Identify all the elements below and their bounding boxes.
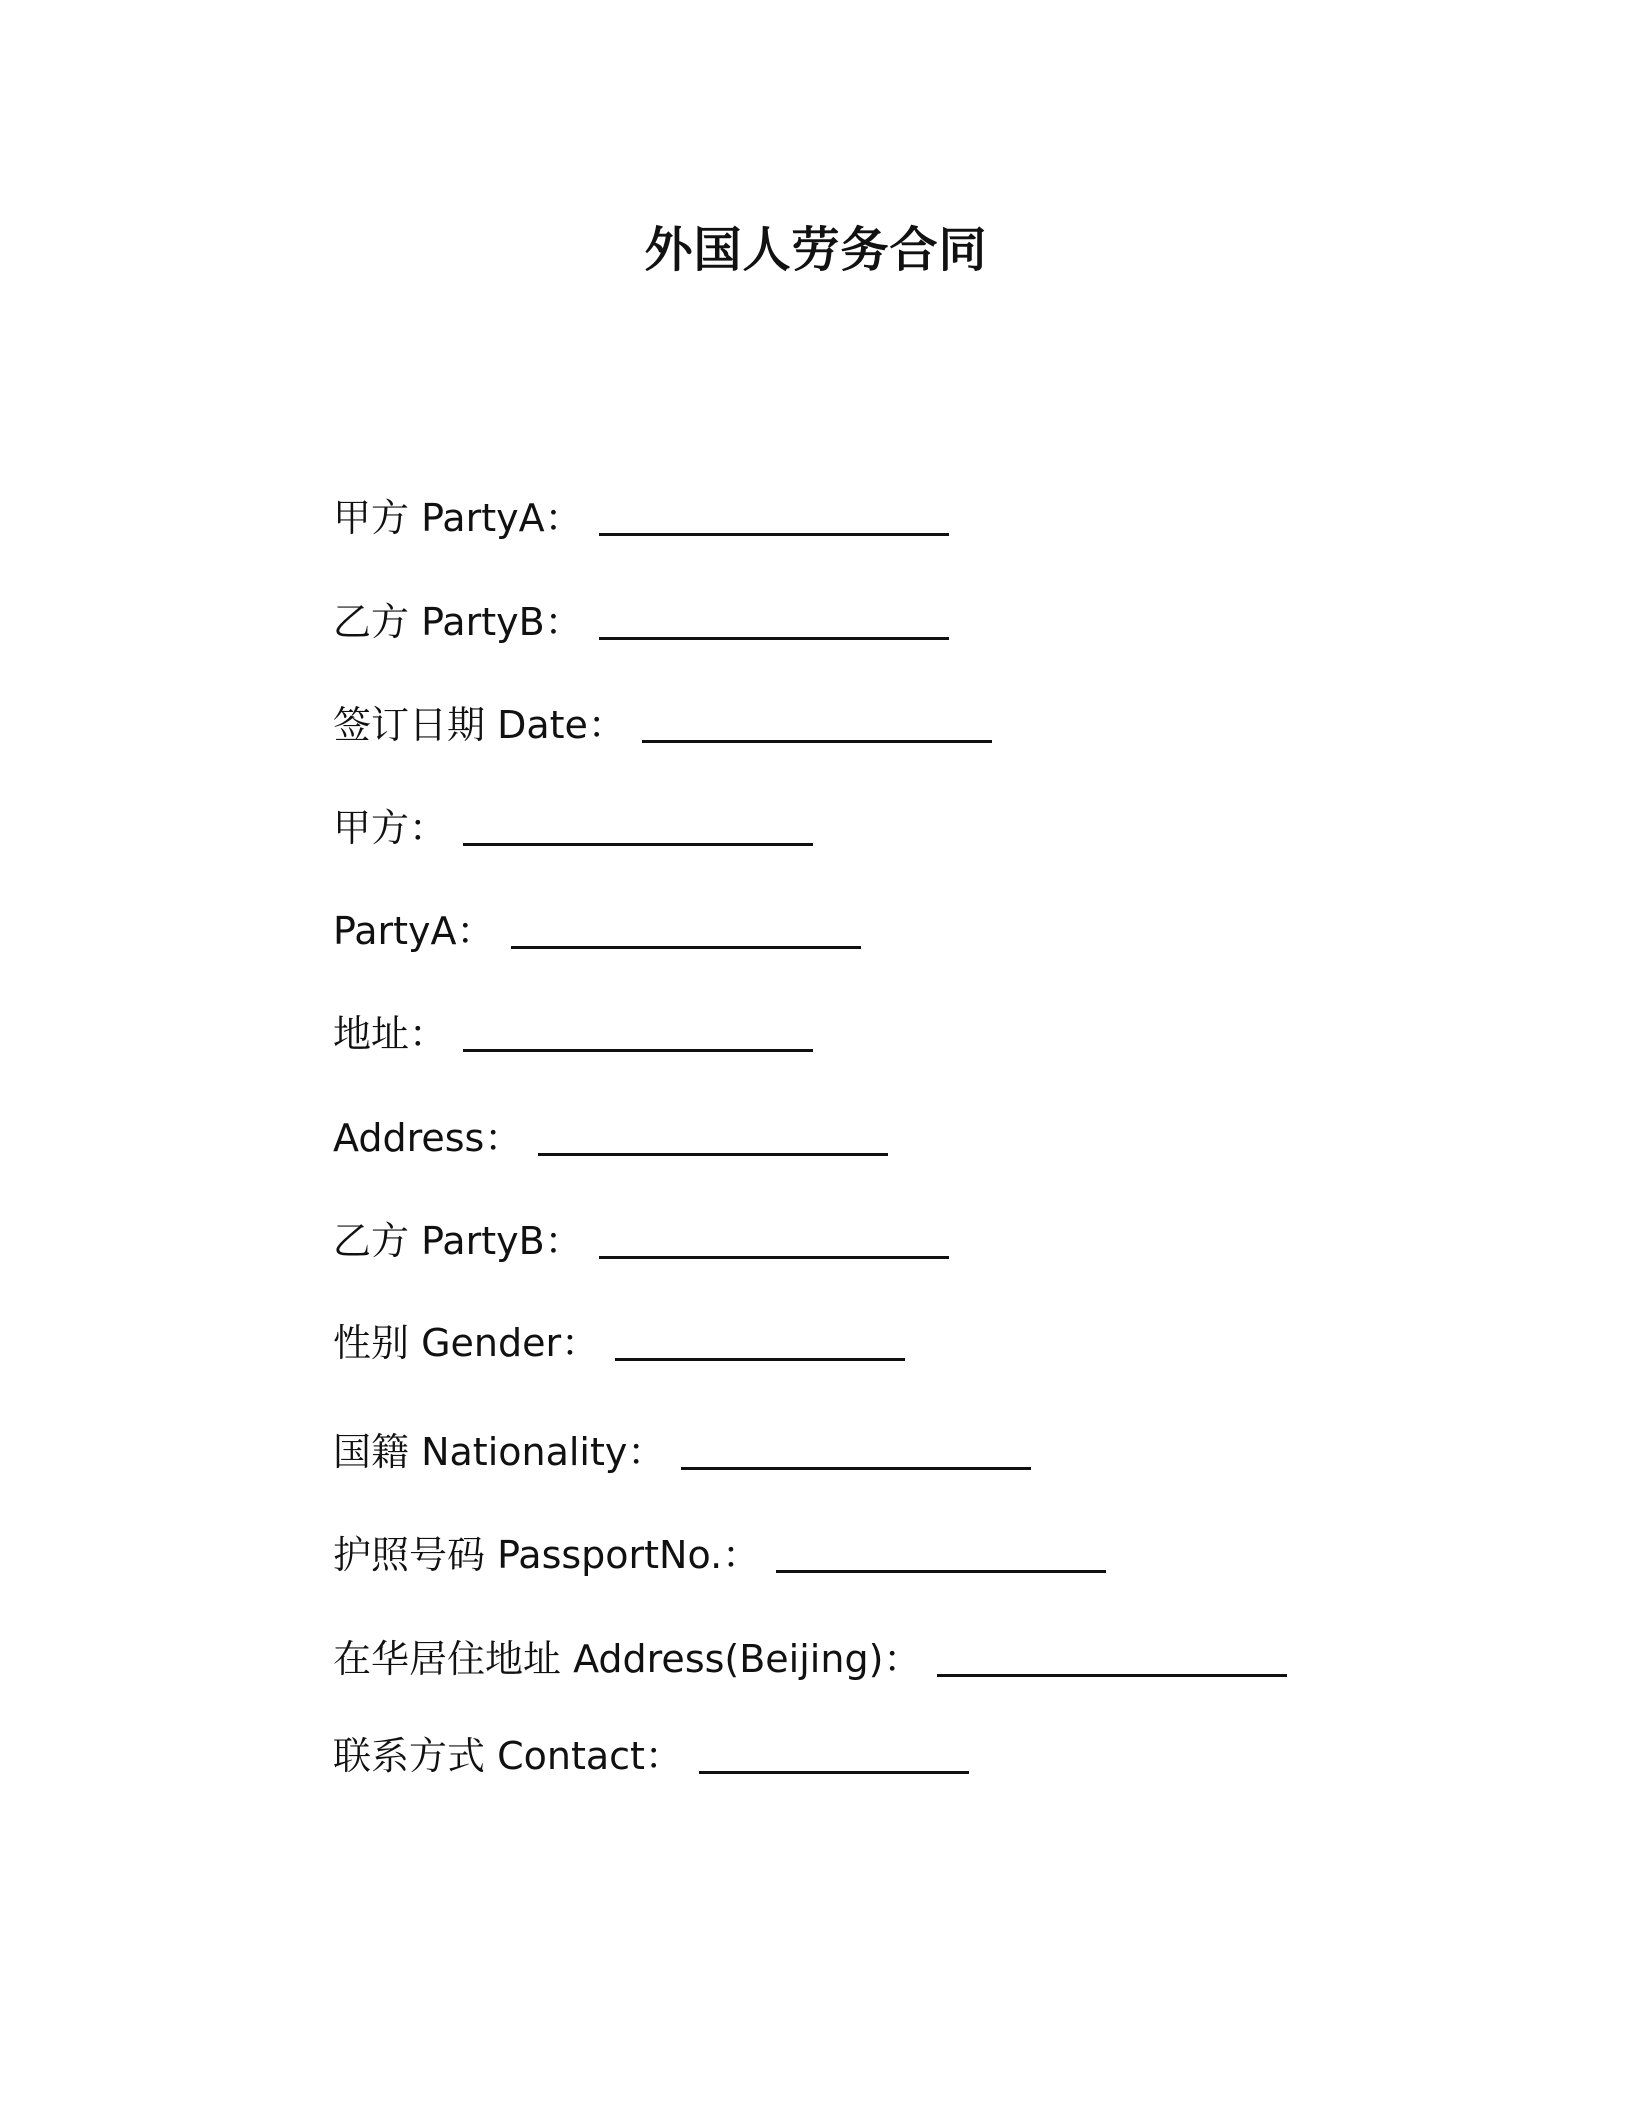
field-sign-date	[333, 701, 992, 749]
field-address-en	[333, 1114, 888, 1162]
field-party-a	[333, 494, 949, 542]
field-jiafang	[333, 804, 813, 852]
field-passport	[333, 1531, 1106, 1579]
fill-in-blank[interactable]	[511, 946, 861, 949]
document-title: 外国人劳务合同	[644, 222, 988, 278]
field-label: 乙方 PartyB：	[333, 600, 583, 644]
field-label: 国籍 Nationality：	[333, 1430, 666, 1474]
fill-in-blank[interactable]	[699, 1771, 969, 1774]
fill-in-blank[interactable]	[615, 1358, 905, 1361]
fill-in-blank[interactable]	[463, 843, 813, 846]
field-nationality	[333, 1428, 1031, 1476]
fill-in-blank[interactable]	[538, 1153, 888, 1156]
field-beijing-address	[333, 1635, 1287, 1683]
field-label: 甲方：	[333, 806, 448, 850]
field-gender	[333, 1319, 905, 1367]
field-label: PartyA：	[333, 909, 495, 953]
fill-in-blank[interactable]	[599, 637, 949, 640]
field-label: Address：	[333, 1116, 523, 1160]
field-party-b	[333, 598, 949, 646]
field-label: 联系方式 Contact：	[333, 1734, 683, 1778]
field-contact	[333, 1732, 969, 1780]
field-party-a-en	[333, 907, 861, 955]
field-label: 甲方 PartyA：	[333, 496, 583, 540]
fill-in-blank[interactable]	[599, 1256, 949, 1259]
fill-in-blank[interactable]	[642, 740, 992, 743]
field-party-b-2	[333, 1217, 949, 1265]
field-label: 性别 Gender：	[333, 1321, 600, 1365]
field-label: 乙方 PartyB：	[333, 1219, 583, 1263]
fill-in-blank[interactable]	[463, 1049, 813, 1052]
field-label: 在华居住地址 Address(Beijing)：	[333, 1637, 922, 1681]
fill-in-blank[interactable]	[937, 1674, 1287, 1677]
field-address-cn	[333, 1010, 813, 1058]
field-label: 签订日期 Date：	[333, 703, 626, 747]
fill-in-blank[interactable]	[776, 1570, 1106, 1573]
fill-in-blank[interactable]	[599, 533, 949, 536]
field-label: 护照号码 PassportNo.：	[333, 1533, 761, 1577]
fill-in-blank[interactable]	[681, 1467, 1031, 1470]
field-label: 地址：	[333, 1012, 448, 1056]
